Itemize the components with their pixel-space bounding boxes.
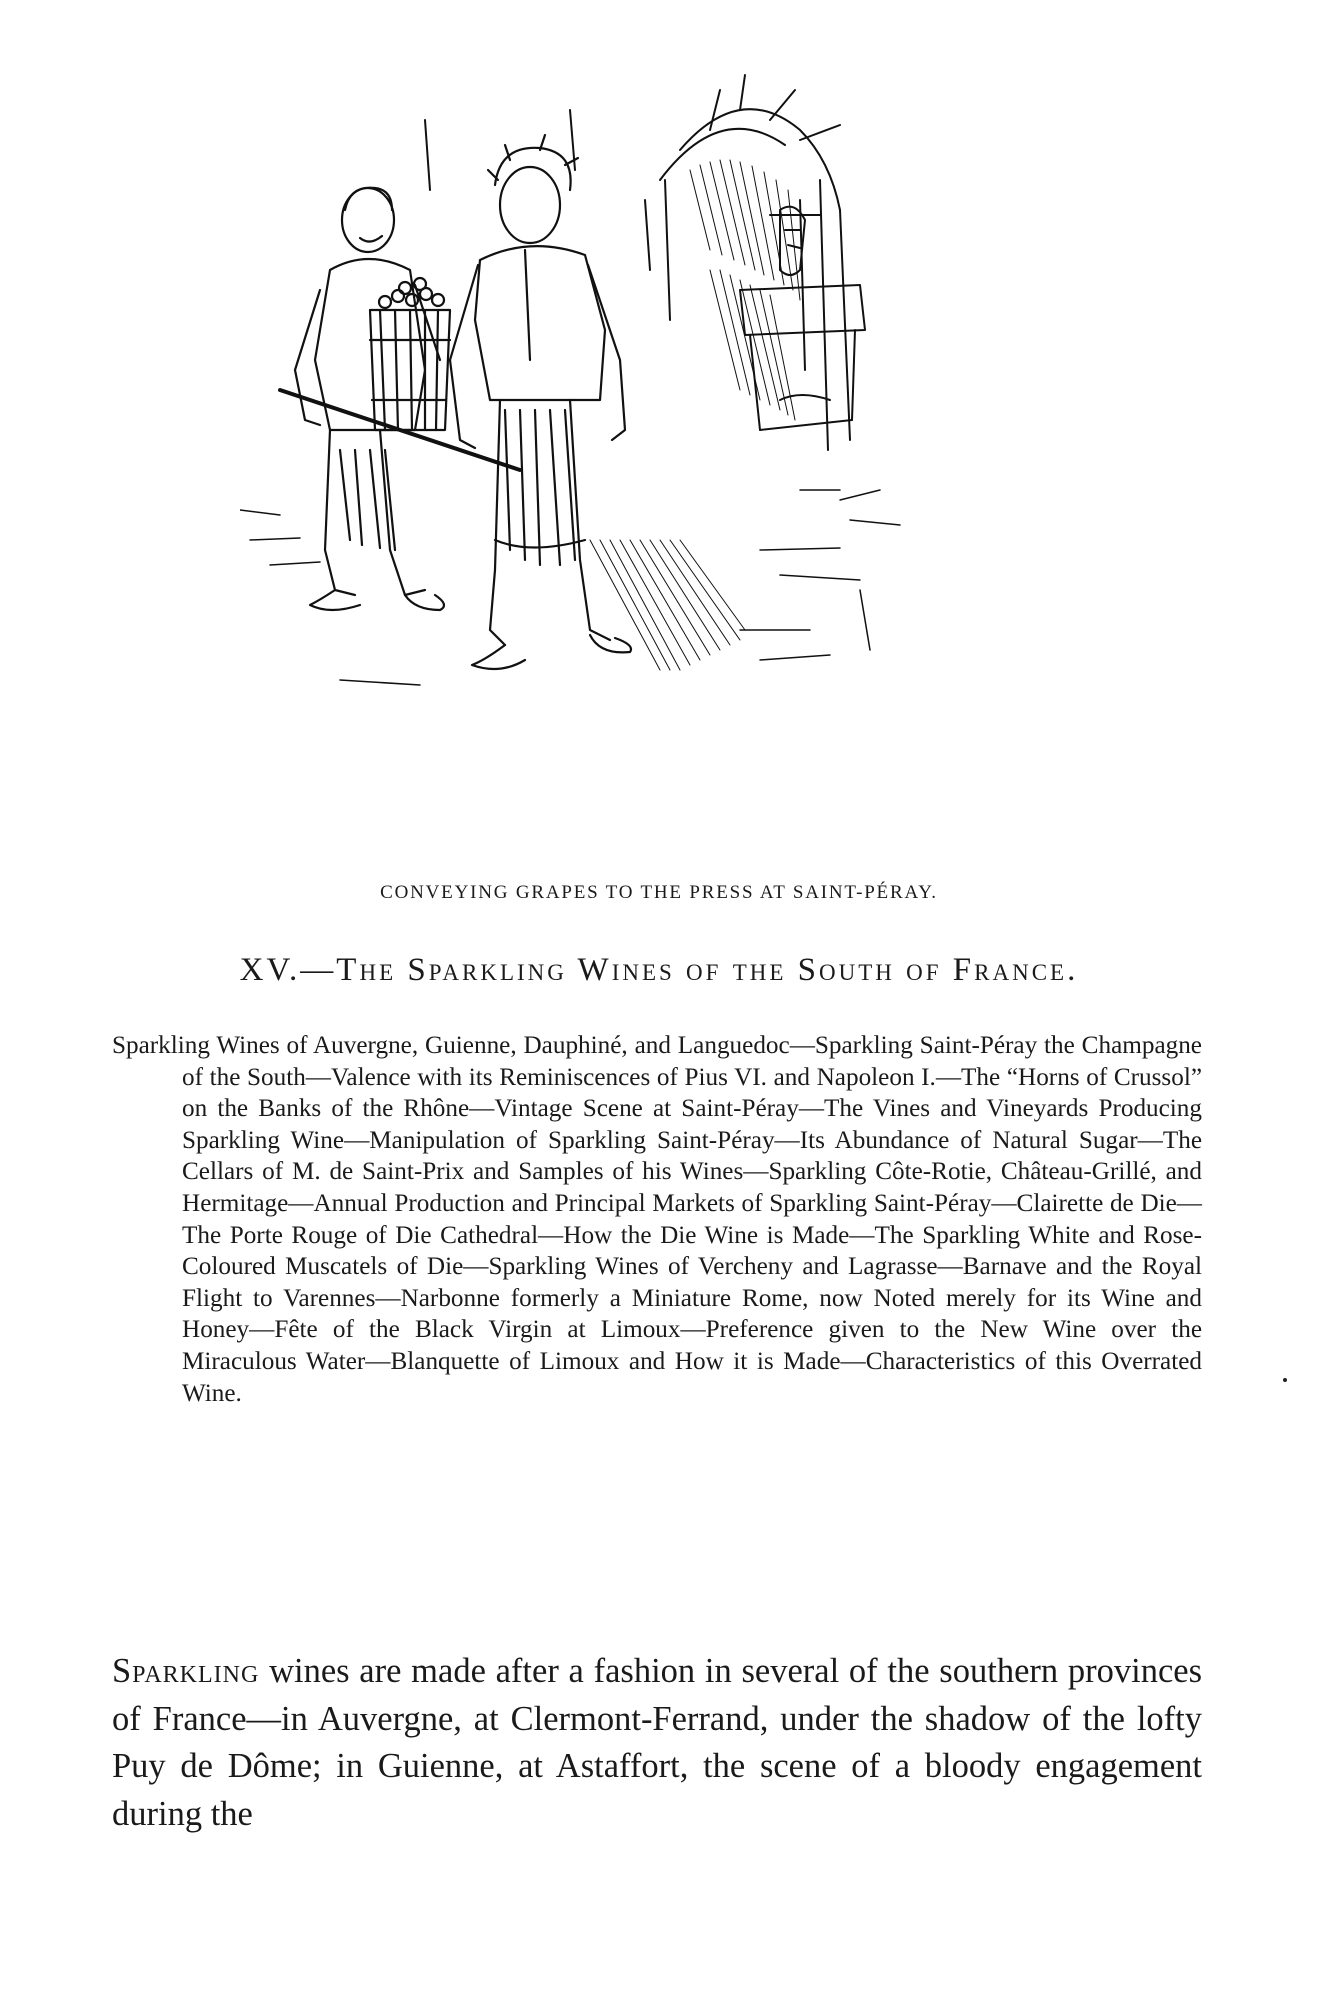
body-paragraph (112, 1648, 1202, 1838)
floor-strokes (240, 490, 900, 685)
grape-tub (370, 278, 450, 430)
body-lead-word: Sparkling (112, 1652, 260, 1690)
wall-lamp (770, 207, 820, 275)
older-man-figure (295, 188, 444, 610)
illustration-caption: CONVEYING GRAPES TO THE PRESS AT SAINT-PÉRAY. (380, 882, 938, 903)
ink-speck (1283, 1378, 1287, 1382)
floor-shadow (590, 540, 745, 670)
body-paragraph-text: wines are made after a fashion in several of the southern provinces of France—in Auvergne, at Clermont-Ferrand, under the shadow of the lofty Puy de Dôme; in Guienne, at Astaffort, the scene of a bloody engagement during the (112, 1652, 1202, 1833)
chapter-summary: Sparkling Wines of Auvergne, Guienne, Dauphiné, and Languedoc—Sparkling Saint-Péray the Champagne of the South—Valence with its Reminiscences of Pius VI. and Napoleon I.—The “Horns of Crussol” on the Banks of the Rhône—Vintage Scene at Saint-Péray—The Vines and Vineyards Producing Sparkling Wine—Manipulation of Sparkling Saint-Péray—Its Abundance of Natural Sugar—The Cellars of M. de Saint-Prix and Samples of his Wines—Sparkling Côte-Rotie, Château-Grillé, and Hermitage—Annual Production and Principal Markets of Sparkling Saint-Péray—Clairette de Die—The Porte Rouge of Die Cathedral—How the Die Wine is Made—The Sparkling White and Rose-Coloured Muscatels of Die—Sparkling Wines of Vercheny and Lagrasse—Barnave and the Royal Flight to Varennes—Narbonne formerly a Miniature Rome, now Noted merely for its Wine and Honey—Fête of the Black Virgin at Limoux—Preference given to the New Wine over the Miraculous Water—Blanquette of Limoux and How it is Made—Characteristics of this Overrated Wine. (112, 1032, 1202, 1407)
chapter-heading: XV.—The Sparkling Wines of the South of France. (239, 952, 1079, 988)
carrying-pole (280, 390, 520, 470)
grape-carriers-engraving (240, 70, 1040, 870)
engraving-illustration (240, 70, 1040, 870)
young-man-figure (450, 135, 631, 669)
